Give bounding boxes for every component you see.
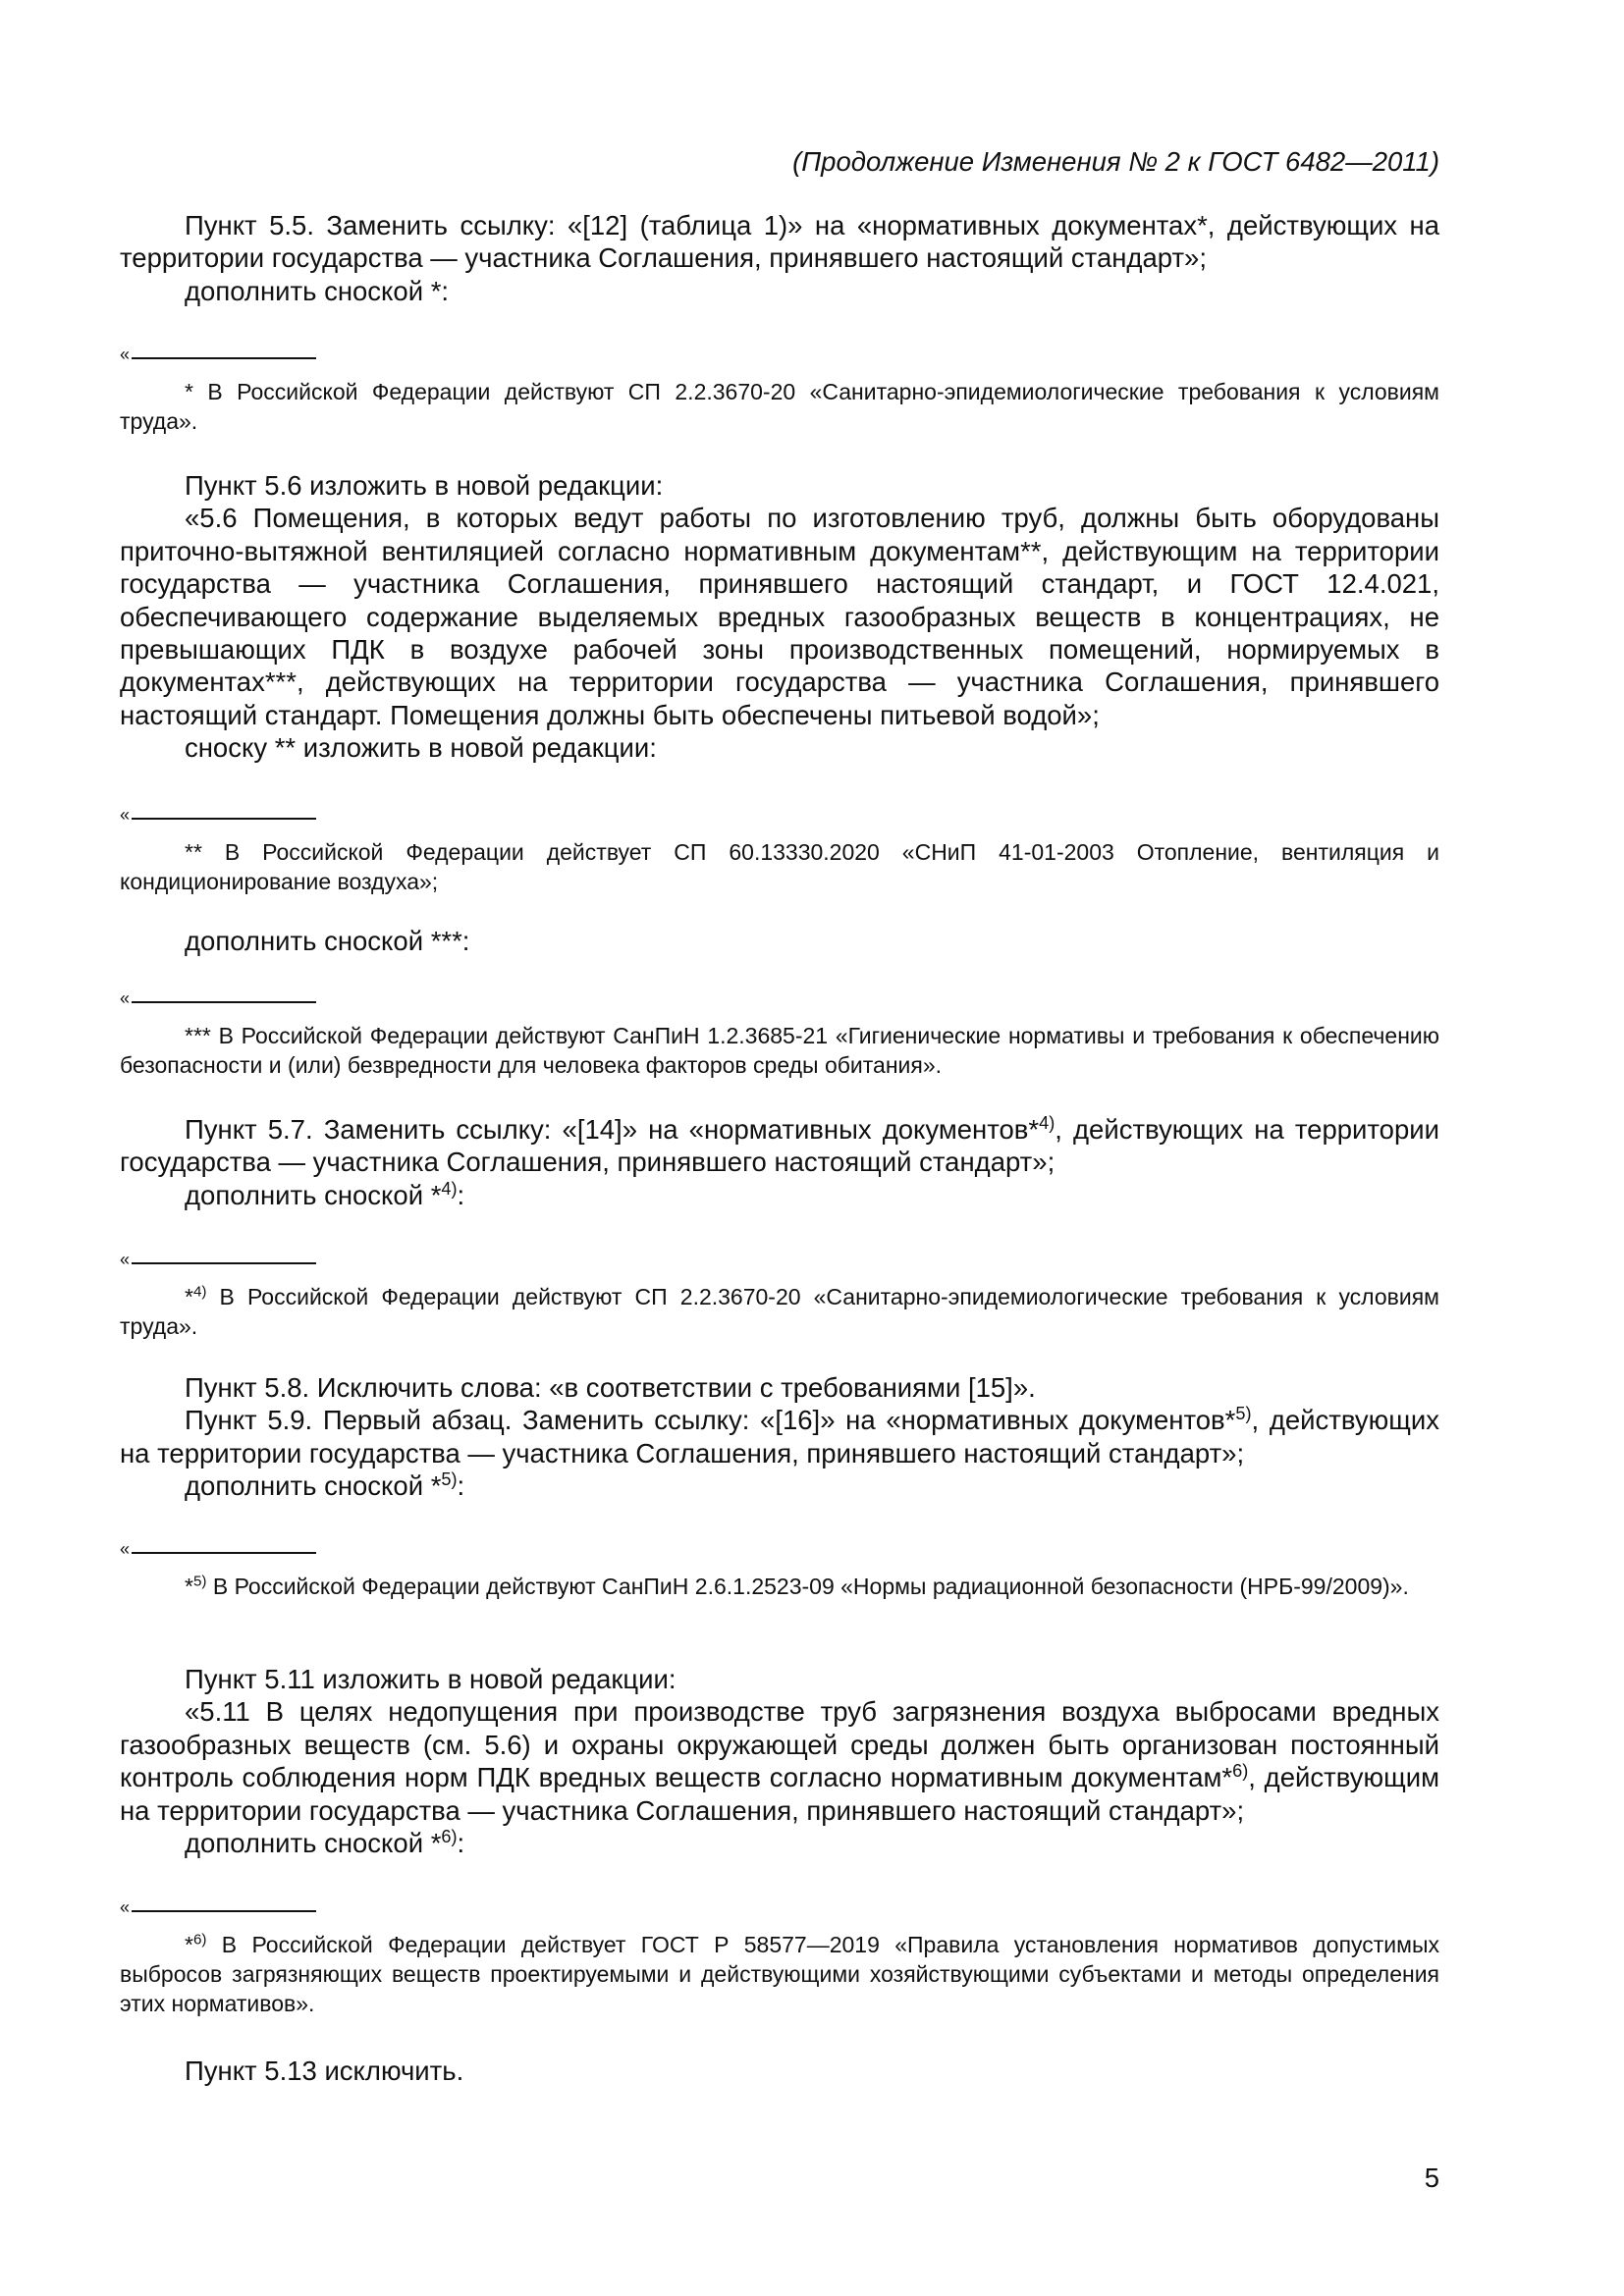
clause-5-6-footnote-instruction: сноску ** изложить в новой редакции: [185, 732, 657, 764]
separator-line [132, 818, 316, 820]
clause-5-5-text: Пункт 5.5. Заменить ссылку: «[12] (таблица 1)» на «нормативных документах*, действующих на территории государства — участника Соглашения, принявшего настоящий стандарт»; [120, 210, 1439, 274]
add-footnote-3 [120, 925, 1439, 957]
footnote-6: *$^{6)}$ В Российской Федерации действует ГОСТ Р 58577—2019 «Правила установления нормативов допустимых выбросов загрязняющих веществ проектируемыми и действующими хозяйствующими субъектами и методы определения этих нормативов». [120, 1931, 1439, 2016]
separator-line [132, 1910, 316, 1912]
footnote-2: ** В Российской Федерации действует СП 60.13330.2020 «СНиП 41-01-2003 Отопление, вентиляция и кондиционирование воздуха»; [120, 839, 1439, 894]
clause-5-8-text: Пункт 5.8. Исключить слова: «в соответствии с требованиями [15]». [185, 1372, 1036, 1403]
footnote-separator [120, 1250, 1439, 1272]
clause-5-6-intro: Пункт 5.6 изложить в новой редакции: [185, 470, 664, 501]
footnote-block-2 [120, 805, 1439, 896]
clause-5-7-add-footnote: дополнить сноской *$^{4)}$: [185, 1178, 465, 1210]
separator-line [132, 1001, 316, 1003]
separator-quote: « [120, 805, 131, 825]
footnote-block-6 [120, 1897, 1439, 2018]
footnote-separator [120, 1897, 1439, 1920]
clause-5-5 [120, 209, 1439, 307]
clause-5-13 [120, 2055, 1439, 2087]
footnote-block-1 [120, 345, 1439, 436]
running-header: (Продолжение Изменения № 2 к ГОСТ 6482—2011) [792, 146, 1439, 177]
clause-5-11 [120, 1663, 1439, 1859]
clause-5-9-add-footnote: дополнить сноской *$^{5)}$: [185, 1469, 465, 1502]
clause-5-11-intro: Пункт 5.11 изложить в новой редакции: [185, 1664, 677, 1694]
footnote-5: *$^{5)}$ В Российской Федерации действуют СанПиН 2.6.1.2523-09 «Нормы радиационной безопасности (НРБ-99/2009)». [185, 1573, 1409, 1599]
separator-line [132, 357, 316, 359]
clause-5-9-text: Пункт 5.9. Первый абзац. Заменить ссылку: «[16]» на «нормативных документов*$^{5)}$, действующих на территории государства — участника Соглашения, принявшего настоящий стандарт»; [120, 1404, 1439, 1468]
footnote-separator [120, 1539, 1439, 1562]
footnote-block-3 [120, 988, 1439, 1080]
footnote-block-5 [120, 1539, 1439, 1601]
footnote-block-4 [120, 1250, 1439, 1341]
footnote-separator [120, 345, 1439, 367]
separator-quote: « [120, 1250, 131, 1269]
page-number: 5 [1424, 2163, 1439, 2193]
clause-5-6 [120, 469, 1439, 765]
footnote-separator [120, 988, 1439, 1011]
clause-5-6-text: «5.6 Помещения, в которых ведут работы по изготовлению труб, должны быть оборудованы приточно-вытяжной вентиляцией согласно нормативным документам**, действующим на территории государства — участника Соглашения, принявшего настоящий стандарт, и ГОСТ 12.4.021, обеспечивающего содержание выделяемых вредных газообразных веществ в концентрациях, не превышающих ПДК в воздухе рабочей зоны производственных помещений, нормируемых в документах***, действующих на территории государства — участника Соглашения, принявшего настоящий стандарт. Помещения должны быть обеспечены питьевой водой»; [120, 503, 1439, 730]
footnote-3: *** В Российской Федерации действуют СанПиН 1.2.3685-21 «Гигиенические нормативы и требования к обеспечению безопасности и (или) безвредности для человека факторов среды обитания». [120, 1023, 1439, 1078]
separator-quote: « [120, 345, 131, 364]
clause-5-13-text: Пункт 5.13 исключить. [185, 2056, 464, 2086]
footnote-1: * В Российской Федерации действуют СП 2.2.3670-20 «Санитарно-эпидемиологические требования к условиям труда». [120, 379, 1439, 434]
clause-5-11-add-footnote: дополнить сноской *$^{6)}$: [185, 1827, 465, 1859]
clause-5-11-text: «5.11 В целях недопущения при производстве труб загрязнения воздуха выбросами вредных газообразных веществ (см. 5.6) и охраны окружающей среды должен быть организован постоянный контроль соблюдения норм ПДК вредных веществ согласно нормативным документам*$^{6)}$, действующим на территории государства — участника Соглашения, принявшего настоящий стандарт»; [120, 1696, 1439, 1826]
separator-line [132, 1552, 316, 1554]
clause-5-5-add-footnote: дополнить сноской *: [185, 275, 450, 306]
separator-quote: « [120, 988, 131, 1008]
separator-quote: « [120, 1897, 131, 1917]
clause-5-8-5-9 [120, 1371, 1439, 1503]
separator-quote: « [120, 1539, 131, 1559]
clause-5-7 [120, 1113, 1439, 1211]
add-footnote-3-text: дополнить сноской ***: [185, 926, 470, 956]
clause-5-7-text: Пункт 5.7. Заменить ссылку: «[14]» на «нормативных документов*$^{4)}$, действующих на территории государства — участника Соглашения, принявшего настоящий стандарт»; [120, 1113, 1439, 1178]
footnote-separator [120, 805, 1439, 828]
separator-line [132, 1262, 316, 1264]
footnote-4: *$^{4)}$ В Российской Федерации действуют СП 2.2.3670-20 «Санитарно-эпидемиологические требования к условиям труда». [120, 1283, 1439, 1339]
